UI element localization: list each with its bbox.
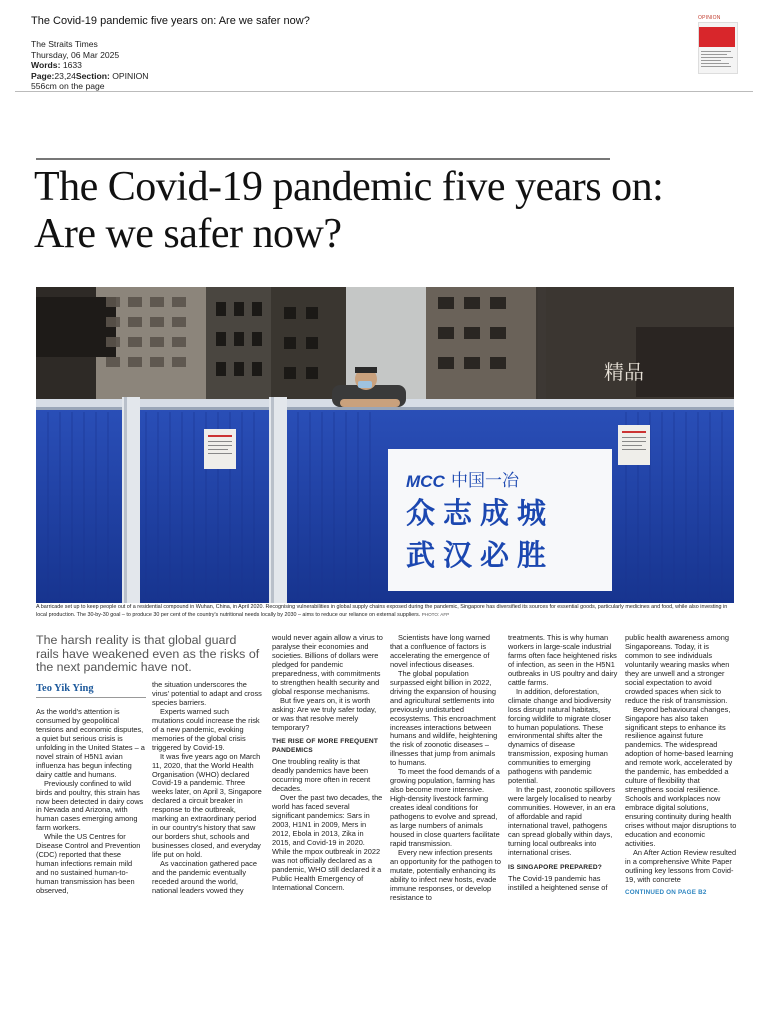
paragraph: In the past, zoonotic spillovers were largely localised to nearby communities. However, in an era of affordable and rapid international travel, pathogens can spread globally within days, turning local outbreaks into international crises.	[508, 785, 616, 857]
paragraph: would never again allow a virus to paralyse their economies and societies. Billions of dollars were pledged for pandemic preparedness, with commitments to strengthen health security and global response mechanisms.	[272, 633, 383, 696]
page-section: Page:23,24Section: OPINION	[31, 70, 149, 81]
column-2	[152, 681, 263, 896]
article-headline: The Covid-19 pandemic five years on: Are we safer now?	[34, 164, 664, 257]
photo-caption	[36, 604, 734, 619]
standfirst: The harsh reality is that global guard rails have weakened even as the risks of the next pandemic have not.	[36, 633, 260, 675]
article-metadata	[31, 39, 149, 92]
paragraph: The global population surpassed eight billion in 2022, driving the expansion of housing and agricultural settlements into previously undisturbed ecosystems. This encroachment increases interactions between humans and wildlife, heightening the risk of zoonotic diseases – illnesses that jump from animals to humans.	[390, 668, 498, 768]
paragraph: One troubling reality is that deadly pandemics have been occurring more often in recent decades.	[272, 757, 371, 794]
sign-line-1: 众志成城	[406, 496, 555, 530]
thumbnail-label: OPINION	[698, 15, 721, 21]
subheading: THE RISE OF MORE FREQUENT PANDEMICS	[272, 738, 379, 754]
paragraph: As vaccination gathered pace and the pandemic eventually receded around the world, national leaders vowed they	[152, 859, 257, 895]
column-5	[508, 634, 618, 893]
paragraph: To meet the food demands of a growing population, farming has also become more intensive. High-density livestock farming creates ideal conditions for pathogens to evolve and spread, as large numbers of animals housed in close quarters facilitate rapid transmission.	[390, 767, 500, 848]
paragraph: Scientists have long warned that a confluence of factors is accelerating the emergence of novel infectious diseases.	[390, 633, 491, 669]
column-1	[36, 708, 145, 896]
page-thumbnail	[698, 22, 738, 74]
paragraph: As the world's attention is consumed by geopolitical tensions and economic disputes, a quiet but serious crisis is unfolding in the United States – a novel strain of H5N1 avian influenza has begun infecting dairy cattle and humans.	[36, 707, 145, 779]
paragraph: While the US Centres for Disease Control and Prevention (CDC) reported that these human infections remain mild and no sustained human-to-human transmission has been observed,	[36, 832, 141, 896]
paragraph: An After Action Review resulted in a comprehensive White Paper outlining key lessons from Covid-19, with concrete	[625, 847, 737, 884]
column-3	[272, 634, 383, 893]
paragraph: Over the past two decades, the world has faced several significant pandemics: Sars in 2003, H1N1 in 2009, Mers in 2012, Ebola in 2013, Zika in 2015, and Covid-19 in 2020. While the mpox outbreak in 2022 was not officially declared as a pandemic, WHO still declared it a Public Health Emergency of International Concern.	[272, 793, 383, 892]
publication-date: Thursday, 06 Mar 2025	[31, 49, 120, 60]
page-header-title: The Covid-19 pandemic five years on: Are we safer now?	[31, 15, 310, 27]
article-photo	[36, 287, 734, 603]
header-divider	[15, 91, 753, 92]
paragraph: treatments. This is why human workers in large-scale industrial farms often face heightened risks of infection, as seen in the H5N1 outbreaks in US poultry and dairy cattle farms.	[508, 633, 618, 687]
continued-link[interactable]: CONTINUED ON PAGE B2	[625, 888, 707, 896]
sign-company: 中国一冶	[451, 471, 519, 491]
word-count: Words: 1633	[31, 60, 82, 71]
paragraph: the situation underscores the virus' potential to adapt and cross species barriers.	[152, 680, 262, 707]
photo-credit: PHOTO: AFP	[421, 612, 450, 618]
size-note: 556cm on the page	[31, 81, 105, 92]
paragraph: Experts warned such mutations could increase the risk of a new pandemic, evoking memories of the global crisis triggered by Covid-19.	[152, 706, 260, 752]
paragraph: It was five years ago on March 11, 2020, that the World Health Organisation (WHO) declared Covid-19 a pandemic. Three weeks later, on April 3, Singapore declared a circuit breaker in response to the outbreak, marking an extraordinary period in our country's history that saw our borders shut, schools and businesses closed, and everyday life put on hold.	[152, 751, 262, 860]
paragraph: The Covid-19 pandemic has instilled a heightened sense of	[508, 874, 608, 893]
column-4	[390, 634, 501, 903]
paragraph: In addition, deforestation, climate change and biodiversity loss disrupt natural habitats, forcing wildlife to migrate closer to human populations. These environmental shifts alter the dynamics of disease transmission, exposing human communities to emerging pathogens with pandemic potential.	[508, 686, 612, 786]
subheading: IS SINGAPORE PREPARED?	[508, 863, 603, 871]
paragraph: Previously confined to wild birds and poultry, this strain has now been detected in dairy cows in Nevada and Arizona, with human cases emerging among farm workers.	[36, 778, 144, 833]
paragraph: Beyond behavioural changes, Singapore has also taken significant steps to enhance its resilience against future pandemics. The widespread adoption of home-based learning and remote work, accelerated by the pandemic, has embedded a culture of flexibility that strengthens social resilience. Schools and workplaces now embrace digital solutions, ensuring continuity during health crises without major disruptions to education and economic activities.	[625, 704, 737, 848]
column-6	[625, 634, 737, 898]
caption-text: A barricade set up to keep people out of a residential compound in Wuhan, China, in April 2020. Recognising vulnerabilities in global supply chains exposed during the pandemic, Singapore has diversified its sources for essential goods, particularly medicines and food, while also investing in local production. The 30-by-30 goal – to produce 30 per cent of the country's nutritional needs locally by 2030 – aims to reduce our reliance on external suppliers.	[36, 604, 728, 619]
shop-sign-text: 精品	[604, 360, 644, 384]
sign-line-2: 武汉必胜	[406, 538, 555, 572]
paragraph: public health awareness among Singaporeans. Today, it is common to see individuals voluntarily wearing masks when they are unwell and a stronger social expectation to avoid crowded spaces when sick to reduce the risk of transmission.	[625, 633, 730, 705]
paragraph: Every new infection presents an opportunity for the pathogen to mutate, potentially enhancing its ability to infect new hosts, evade immune responses, or develop resistance to	[390, 847, 501, 902]
byline: Teo Yik Ying	[36, 683, 94, 694]
publication-name: The Straits Times	[31, 39, 98, 49]
paragraph: But five years on, it is worth asking: Are we truly safer today, or was that resolve merely temporary?	[272, 695, 377, 732]
sign-brand: MCC	[406, 472, 445, 491]
headline-rule	[36, 158, 610, 160]
byline-divider	[36, 697, 146, 698]
